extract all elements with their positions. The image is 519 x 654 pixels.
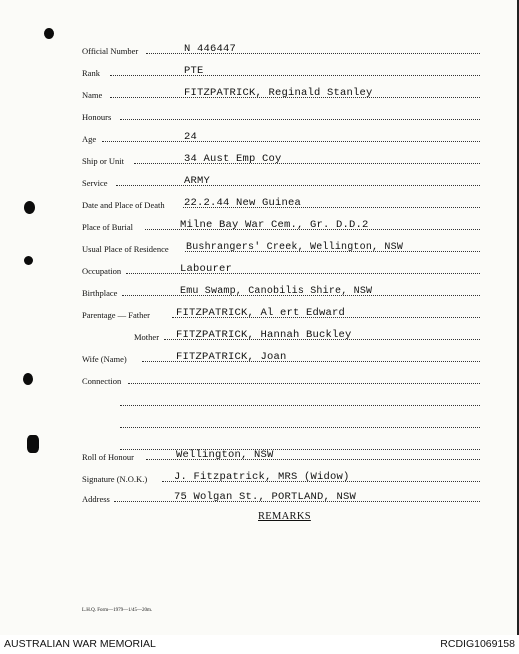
field-value: FITZPATRICK, Hannah Buckley <box>176 329 352 341</box>
field-place-of-burial <box>0 216 519 234</box>
field-label: Mother <box>134 332 160 342</box>
field-label: Service <box>82 178 108 188</box>
form-code: L.H.Q. Form—1979—1/45—20m. <box>82 608 153 613</box>
dotted-line <box>116 185 480 186</box>
field-roll-of-honour <box>0 446 519 464</box>
field-value: N 446447 <box>184 43 237 55</box>
field-name <box>0 84 519 102</box>
punch-hole <box>44 28 54 39</box>
field-signature <box>0 468 519 486</box>
field-value: Bushrangers' Creek, Wellington, NSW <box>186 242 404 253</box>
field-label: Wife (Name) <box>82 354 127 364</box>
dotted-line <box>128 383 480 384</box>
footer-institution: AUSTRALIAN WAR MEMORIAL <box>4 638 156 650</box>
field-label: Age <box>82 134 97 144</box>
field-usual-residence <box>0 238 519 256</box>
field-rank <box>0 62 519 80</box>
field-value: ARMY <box>184 175 211 187</box>
field-occupation <box>0 260 519 278</box>
field-value: FITZPATRICK, Reginald Stanley <box>184 87 373 99</box>
field-value: Milne Bay War Cem., Gr. D.D.2 <box>180 219 369 231</box>
field-value: Wellington, NSW <box>176 449 274 461</box>
field-value: Emu Swamp, Canobilis Shire, NSW <box>180 286 373 297</box>
field-label: Official Number <box>82 46 139 56</box>
field-label: Occupation <box>82 266 122 276</box>
field-ship-or-unit <box>0 150 519 168</box>
field-birthplace <box>0 282 519 300</box>
field-value: Labourer <box>180 263 233 275</box>
connection-continuation <box>0 414 519 432</box>
field-value: FITZPATRICK, Al ert Edward <box>176 307 346 319</box>
field-value: 24 <box>184 131 198 143</box>
field-father <box>0 304 519 322</box>
field-value: FITZPATRICK, Joan <box>176 351 287 363</box>
field-label: Name <box>82 90 103 100</box>
field-label: Signature (N.O.K.) <box>82 474 148 484</box>
field-mother <box>0 326 519 344</box>
field-honours <box>0 106 519 124</box>
field-label: Honours <box>82 112 112 122</box>
connection-continuation <box>0 392 519 410</box>
remarks-heading: REMARKS <box>258 511 311 522</box>
field-label: Ship or Unit <box>82 156 125 166</box>
field-official-number <box>0 40 519 58</box>
dotted-line <box>120 427 480 428</box>
field-connection <box>0 370 519 388</box>
field-value: J. Fitzpatrick, MRS (Widow) <box>174 471 350 483</box>
dotted-line <box>120 405 480 406</box>
field-label: Roll of Honour <box>82 452 134 462</box>
field-label: Place of Burial <box>82 222 133 232</box>
dotted-line <box>102 141 480 142</box>
field-address <box>0 488 519 506</box>
dotted-line <box>110 75 480 76</box>
field-age <box>0 128 519 146</box>
field-label: Connection <box>82 376 122 386</box>
field-value: 75 Wolgan St., PORTLAND, NSW <box>174 491 357 503</box>
field-value: PTE <box>184 65 204 77</box>
field-service <box>0 172 519 190</box>
field-label: Usual Place of Residence <box>82 244 169 254</box>
field-value: 22.2.44 New Guinea <box>184 197 302 209</box>
field-label: Rank <box>82 68 100 78</box>
footer-record-id: RCDIG1069158 <box>440 638 515 650</box>
field-label: Parentage — Father <box>82 310 150 320</box>
field-label: Birthplace <box>82 288 118 298</box>
field-wife <box>0 348 519 366</box>
field-date-place-of-death <box>0 194 519 212</box>
dotted-line <box>120 119 480 120</box>
field-label: Date and Place of Death <box>82 200 165 210</box>
field-label: Address <box>82 494 110 504</box>
field-value: 34 Aust Emp Coy <box>184 153 282 165</box>
